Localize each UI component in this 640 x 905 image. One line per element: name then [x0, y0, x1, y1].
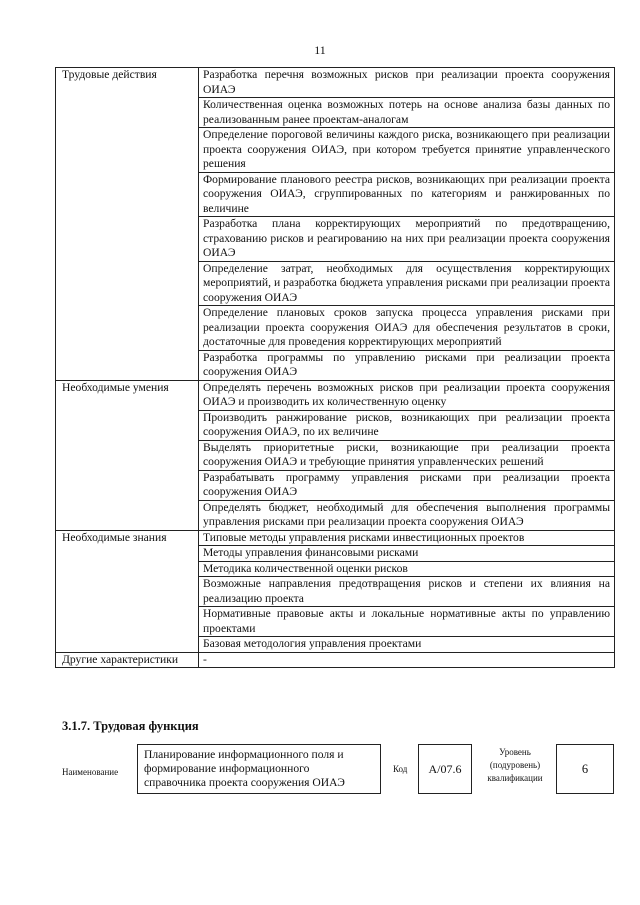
- table-cell: Количественная оценка возможных потерь на основе анализа базы данных по реализованным ранее проектам-аналогам: [199, 98, 615, 128]
- table-cell: Формирование планового реестра рисков, возникающих при реализации проекта сооружения ОИАЭ, сгруппированных по категориям и ранжированных по величине: [199, 172, 615, 217]
- row-group-label: Необходимые умения: [56, 380, 199, 530]
- table-cell: Методы управления финансовыми рисками: [199, 546, 615, 562]
- section-title: 3.1.7. Трудовая функция: [62, 719, 199, 733]
- table-cell: Разработка перечня возможных рисков при реализации проекта сооружения ОИАЭ: [199, 68, 615, 98]
- table-row: [56, 530, 615, 546]
- table-cell: Разработка плана корректирующих мероприятий по предотвращению, страхованию рисков и реагированию на них при реализации проекта сооружения ОИАЭ: [199, 217, 615, 262]
- table-cell: Определение затрат, необходимых для осуществления корректирующих мероприятий, и разработка бюджета управления рисками при реализации проекта сооружения ОИАЭ: [199, 261, 615, 306]
- row-group-label: Другие характеристики: [56, 652, 199, 668]
- labor-function-table: [55, 67, 615, 668]
- row-group-label: Трудовые действия: [56, 68, 199, 381]
- code-label: Код: [393, 764, 408, 774]
- level-label: Уровень (подуровень) квалификации: [487, 747, 543, 783]
- table-cell: Нормативные правовые акты и локальные нормативные акты по управлению проектами: [199, 607, 615, 637]
- table-cell: Определение пороговой величины каждого риска, возникающего при реализации проекта сооружения ОИАЭ, при котором требуется принятие управленческого решения: [199, 128, 615, 173]
- table-cell: -: [199, 652, 615, 668]
- table-body: [56, 68, 615, 668]
- table-cell: Определение плановых сроков запуска процесса управления рисками при реализации проекта сооружения ОИАЭ для обеспечения результатов в сроки, достаточные для проведения корректирующих мероприятий: [199, 306, 615, 351]
- row-group-label: Необходимые знания: [56, 530, 199, 652]
- table-cell: Разрабатывать программу управления рисками при реализации проекта сооружения ОИАЭ: [199, 470, 615, 500]
- table-row: [56, 380, 615, 410]
- table-cell: Производить ранжирование рисков, возникающих при реализации проекта сооружения ОИАЭ, по их величине: [199, 410, 615, 440]
- table-cell: Базовая методология управления проектами: [199, 637, 615, 653]
- function-level-box: 6: [556, 744, 614, 794]
- function-name-box: Планирование информационного поля и формирование информационного справочника проекта сооружения ОИАЭ: [137, 744, 381, 794]
- table-cell: Определять бюджет, необходимый для обеспечения выполнения программы управления рисками при реализации проекта сооружения ОИАЭ: [199, 500, 615, 530]
- table-cell: Типовые методы управления рисками инвестиционных проектов: [199, 530, 615, 546]
- page-number: 11: [314, 43, 326, 57]
- function-code-box: A/07.6: [418, 744, 472, 794]
- table-cell: Методика количественной оценки рисков: [199, 561, 615, 577]
- table-cell: Определять перечень возможных рисков при реализации проекта сооружения ОИАЭ и производить их количественную оценку: [199, 380, 615, 410]
- name-label: Наименование: [62, 767, 119, 777]
- table-row: [56, 68, 615, 98]
- table-cell: Выделять приоритетные риски, возникающие при реализации проекта сооружения ОИАЭ и требующие принятия управленческих решений: [199, 440, 615, 470]
- table-cell: Возможные направления предотвращения рисков и степени их влияния на реализацию проекта: [199, 577, 615, 607]
- table-cell: Разработка программы по управлению рисками при реализации проекта сооружения ОИАЭ: [199, 350, 615, 380]
- table-row: [56, 652, 615, 668]
